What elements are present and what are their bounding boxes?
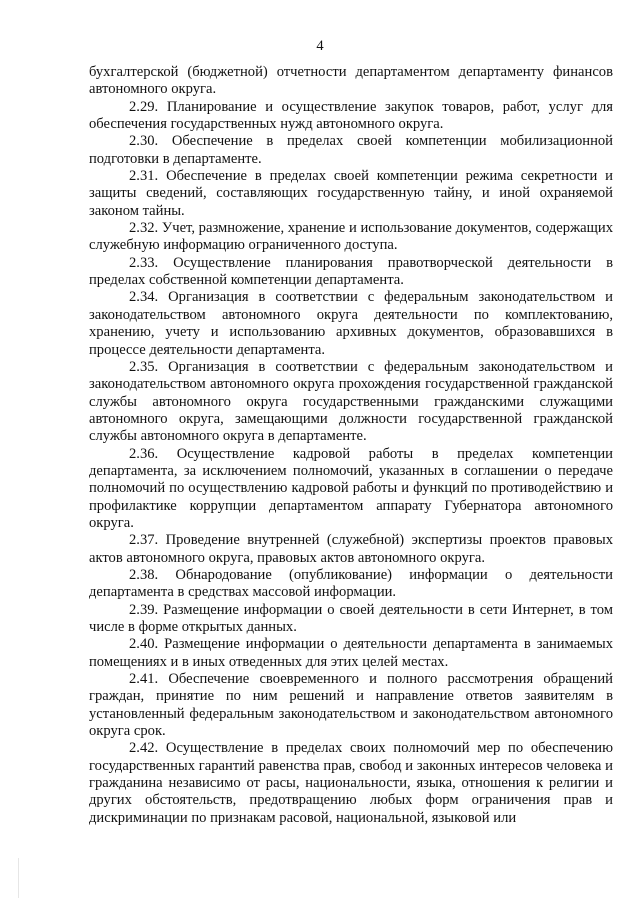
paragraph-2-33: 2.33. Осуществление планирования правотворческой деятельности в пределах собственной компетенции департамента.	[89, 254, 613, 289]
paragraph-2-31: 2.31. Обеспечение в пределах своей компетенции режима секретности и защиты сведений, составляющих государственную тайну, и иной охраняемой законом тайны.	[89, 168, 613, 219]
paragraph-2-42: 2.42. Осуществление в пределах своих полномочий мер по обеспечению государственных гарантий равенства прав, свобод и законных интересов человека и гражданина независимо от расы, национальности, языка, отношения к религии и других обстоятельств, предотвращению любых форм ограничения прав и дискриминации по признакам расовой, национальной, языковой или	[89, 740, 613, 826]
scan-margin-line	[18, 858, 19, 898]
paragraph-2-32: 2.32. Учет, размножение, хранение и использование документов, содержащих служебную информацию ограниченного доступа.	[89, 220, 613, 254]
paragraph-2-37: 2.37. Проведение внутренней (служебной) экспертизы проектов правовых актов автономного округа, правовых актов автономного округа.	[89, 532, 613, 566]
paragraph-2-35: 2.35. Организация в соответствии с федеральным законодательством и законодательством автономного округа прохождения государственной гражданской службы автономного округа государственными гражданскими служащими автономного округа, замещающими должности государственной гражданской службы автономного округа в департаменте.	[89, 358, 613, 445]
paragraph-2-30: 2.30. Обеспечение в пределах своей компетенции мобилизационной подготовки в департаменте.	[89, 133, 613, 167]
page-number: 4	[316, 38, 324, 54]
document-body	[89, 64, 613, 827]
paragraph-2-29: 2.29. Планирование и осуществление закупок товаров, работ, услуг для обеспечения государственных нужд автономного округа.	[89, 98, 613, 133]
paragraph-2-40: 2.40. Размещение информации о деятельности департамента в занимаемых помещениях и в иных отведенных для этих целей местах.	[89, 636, 613, 670]
paragraph-2-39: 2.39. Размещение информации о своей деятельности в сети Интернет, в том числе в форме открытых данных.	[89, 601, 613, 635]
paragraph-2-36: 2.36. Осуществление кадровой работы в пределах компетенции департамента, за исключением полномочий, указанных в соглашении о передаче полномочий по осуществлению кадровой работы и функций по противодействию и профилактике коррупции департаментом аппарату Губернатора автономного округа.	[89, 445, 613, 531]
paragraph-2-41: 2.41. Обеспечение своевременного и полного рассмотрения обращений граждан, принятие по ним решений и направление ответов заявителям в установленный федеральным законодательством и законодательством автономного округа срок.	[89, 671, 613, 740]
paragraph-continuation: бухгалтерской (бюджетной) отчетности департаментом департаменту финансов автономного округа.	[89, 64, 613, 98]
paragraph-2-38: 2.38. Обнародование (опубликование) информации о деятельности департамента в средствах массовой информации.	[89, 566, 613, 601]
paragraph-2-34: 2.34. Организация в соответствии с федеральным законодательством и законодательством автономного округа деятельности по комплектованию, хранению, учету и использованию архивных документов, образовавшихся в процессе деятельности департамента.	[89, 289, 613, 358]
